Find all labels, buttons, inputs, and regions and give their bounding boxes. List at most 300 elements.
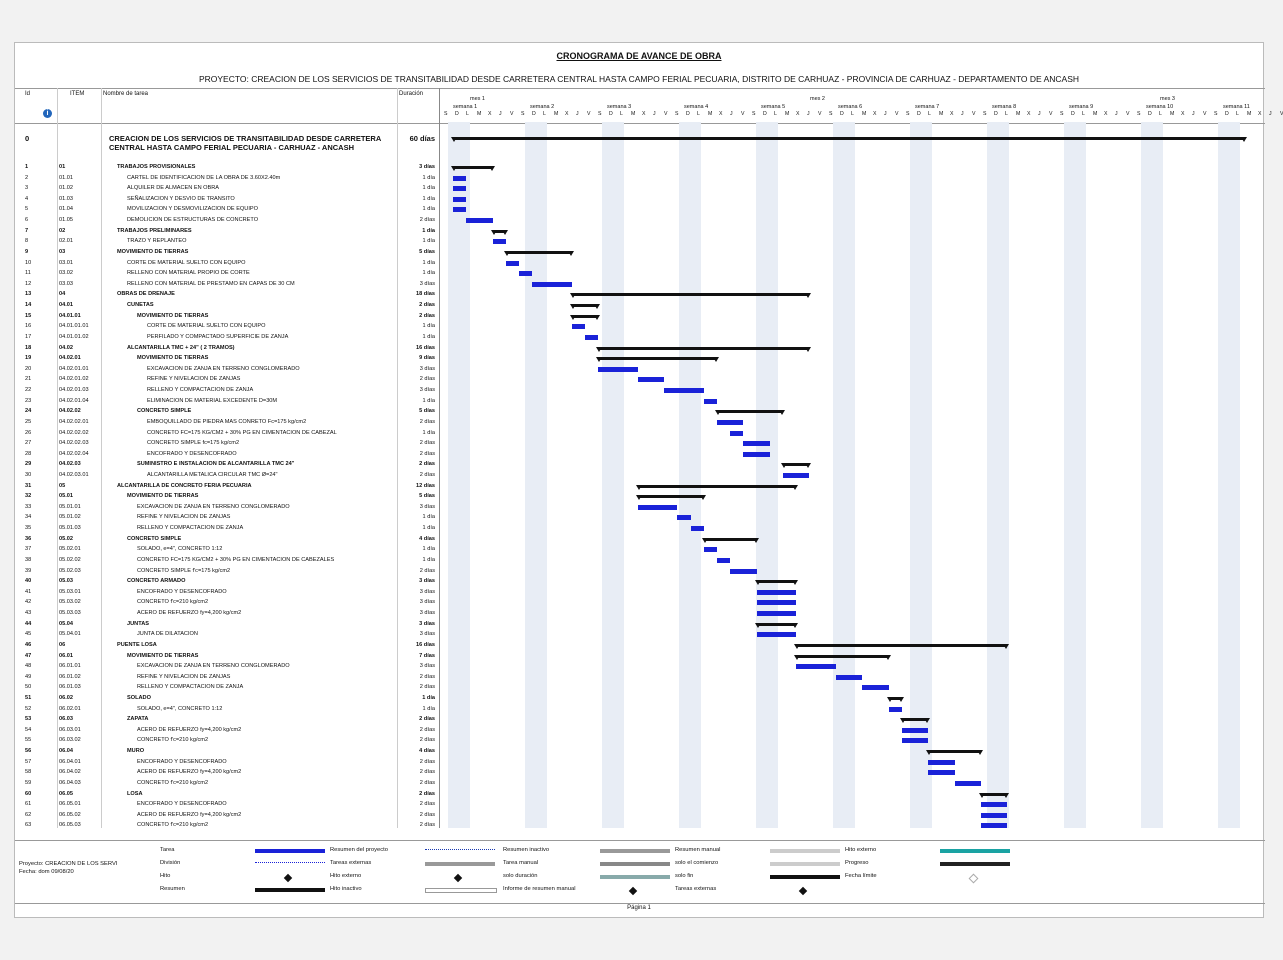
week-label: semana 3 bbox=[607, 104, 632, 110]
table-row[interactable] bbox=[15, 162, 440, 173]
row-item: 06.03.01 bbox=[59, 726, 81, 733]
row-name: CREACION DE LOS SERVICIOS DE TRANSITABILIDAD DESDE CARRETERA CENTRAL HASTA CAMPO FERIAL PECUARIA - CARHUAZ - ANCASH bbox=[109, 134, 381, 152]
day-label: D bbox=[917, 111, 921, 117]
summary-bar[interactable] bbox=[757, 580, 797, 583]
row-name: RELLENO Y COMPACTACION DE ZANJA bbox=[137, 684, 244, 691]
task-bar[interactable] bbox=[572, 324, 585, 329]
row-duration: 3 días bbox=[419, 631, 435, 638]
row-name: SEÑALIZACION Y DESVIO DE TRANSITO bbox=[127, 195, 235, 202]
table-row[interactable] bbox=[15, 428, 440, 439]
table-row[interactable] bbox=[15, 629, 440, 640]
row-id: 43 bbox=[25, 610, 32, 617]
table-row[interactable] bbox=[15, 343, 440, 354]
row-id: 13 bbox=[25, 291, 32, 298]
summary-bar[interactable] bbox=[638, 495, 704, 498]
row-duration: 3 días bbox=[419, 387, 435, 394]
legend-swatch bbox=[284, 874, 292, 882]
summary-bar[interactable] bbox=[928, 750, 981, 753]
task-bar[interactable] bbox=[585, 335, 598, 340]
row-item: 04.01 bbox=[59, 302, 73, 309]
summary-bar[interactable] bbox=[717, 410, 783, 413]
summary-bar[interactable] bbox=[598, 357, 717, 360]
row-duration: 1 día bbox=[422, 429, 435, 436]
task-bar[interactable] bbox=[783, 473, 809, 478]
table-row[interactable] bbox=[15, 820, 440, 831]
task-bar[interactable] bbox=[730, 431, 743, 436]
task-bar[interactable] bbox=[757, 632, 797, 637]
day-label: S bbox=[752, 111, 756, 117]
row-item: 06 bbox=[59, 641, 66, 648]
row-duration: 1 día bbox=[422, 174, 435, 181]
day-label: L bbox=[1082, 111, 1085, 117]
row-duration: 16 días bbox=[416, 641, 435, 648]
row-id: 1 bbox=[25, 164, 29, 170]
row-name: ENCOFRADO Y DESENCOFRADO bbox=[147, 450, 237, 457]
day-label: S bbox=[983, 111, 987, 117]
row-id: 17 bbox=[25, 333, 32, 340]
day-label: S bbox=[829, 111, 833, 117]
table-row[interactable] bbox=[15, 459, 440, 470]
row-name: RELLENO CON MATERIAL DE PRESTAMO EN CAPAS DE 30 CM bbox=[127, 280, 295, 287]
summary-bar[interactable] bbox=[902, 718, 928, 721]
row-duration: 1 día bbox=[422, 525, 435, 532]
row-item: 05.01.03 bbox=[59, 525, 81, 532]
gantt-sheet bbox=[14, 42, 1283, 918]
row-item: 05.04.01 bbox=[59, 631, 81, 638]
summary-bar[interactable] bbox=[704, 538, 757, 541]
task-bar[interactable] bbox=[902, 738, 928, 743]
legend-label: Tareas externas bbox=[330, 860, 372, 866]
summary-bar[interactable] bbox=[572, 293, 810, 296]
row-item: 04.02.02.03 bbox=[59, 440, 89, 447]
row-item: 05.03.03 bbox=[59, 610, 81, 617]
task-bar[interactable] bbox=[796, 664, 836, 669]
row-name: CONCRETO ARMADO bbox=[127, 578, 186, 585]
table-row[interactable] bbox=[15, 406, 440, 417]
row-name: CONCRETO f'c=210 kg/cm2 bbox=[137, 779, 209, 786]
row-id: 32 bbox=[25, 493, 32, 500]
row-name: REFINE Y NIVELACION DE ZANJAS bbox=[147, 376, 241, 383]
row-item: 05.01.01 bbox=[59, 503, 81, 510]
task-bar[interactable] bbox=[928, 760, 954, 765]
row-id: 33 bbox=[25, 503, 32, 510]
row-item: 01.05 bbox=[59, 217, 73, 224]
legend-label: División bbox=[160, 860, 181, 866]
task-bar[interactable] bbox=[638, 505, 678, 510]
legend-swatch bbox=[969, 874, 979, 884]
week-label: semana 1 bbox=[453, 104, 478, 110]
row-name: RELLENO Y COMPACTACION DE ZANJA bbox=[147, 387, 254, 394]
summary-bar[interactable] bbox=[572, 304, 598, 307]
row-name: DEMOLICION DE ESTRUCTURAS DE CONCRETO bbox=[127, 217, 259, 224]
legend-swatch bbox=[255, 849, 325, 853]
row-duration: 2 días bbox=[419, 769, 435, 776]
row-item: 06.03.02 bbox=[59, 737, 81, 744]
legend-swatch bbox=[425, 862, 495, 866]
row-item: 01.04 bbox=[59, 206, 73, 213]
day-label: L bbox=[1005, 111, 1008, 117]
day-label: J bbox=[1192, 111, 1195, 117]
table-row[interactable] bbox=[15, 693, 440, 704]
row-id: 8 bbox=[25, 238, 29, 245]
row-name: ACERO DE REFUERZO fy=4,200 kg/cm2 bbox=[137, 769, 242, 776]
row-item: 03.01 bbox=[59, 259, 73, 266]
row-name: ACERO DE REFUERZO fy=4,200 kg/cm2 bbox=[137, 811, 242, 818]
summary-bar[interactable] bbox=[506, 251, 572, 254]
task-bar[interactable] bbox=[704, 399, 717, 404]
row-name: MOVIMIENTO DE TIERRAS bbox=[137, 355, 209, 362]
task-bar[interactable] bbox=[453, 176, 466, 181]
table-row[interactable] bbox=[15, 799, 440, 810]
legend-label: Tarea manual bbox=[503, 860, 539, 866]
day-label: L bbox=[774, 111, 777, 117]
legend-label: Fecha límite bbox=[845, 873, 877, 879]
day-label: L bbox=[620, 111, 623, 117]
row-duration: 3 días bbox=[419, 599, 435, 606]
summary-bar[interactable] bbox=[638, 485, 796, 488]
table-row[interactable] bbox=[15, 470, 440, 481]
month-label: mes 1 bbox=[470, 96, 485, 102]
row-id: 54 bbox=[25, 726, 32, 733]
row-name: CORTE DE MATERIAL SUELTO CON EQUIPO bbox=[147, 323, 266, 330]
table-row[interactable] bbox=[15, 438, 440, 449]
table-row[interactable] bbox=[15, 587, 440, 598]
row-item: 04.01.01.02 bbox=[59, 333, 89, 340]
task-bar[interactable] bbox=[743, 441, 769, 446]
legend-label: solo el comienzo bbox=[675, 860, 719, 866]
legend-label: Hito externo bbox=[330, 873, 362, 879]
row-item: 01 bbox=[59, 164, 66, 170]
task-bar[interactable] bbox=[677, 515, 690, 520]
task-bar[interactable] bbox=[902, 728, 928, 733]
row-duration: 1 día bbox=[422, 227, 435, 234]
table-row[interactable] bbox=[15, 311, 440, 322]
legend-swatch bbox=[940, 849, 1010, 853]
day-label: X bbox=[873, 111, 877, 117]
day-label: X bbox=[1181, 111, 1185, 117]
table-row[interactable] bbox=[15, 173, 440, 184]
project-subtitle: PROYECTO: CREACION DE LOS SERVICIOS DE TRANSITABILIDAD DESDE CARRETERA CENTRAL HASTA CAMPO FERIAL PECUARIA, DISTRITO DE CARHUAZ - PROVINCIA DE CARHUAZ - DEPARTAMENTO DE ANCASH bbox=[198, 74, 1080, 84]
day-label: V bbox=[818, 111, 822, 117]
task-bar[interactable] bbox=[691, 526, 704, 531]
table-row[interactable] bbox=[15, 215, 440, 226]
day-label: X bbox=[1027, 111, 1031, 117]
task-bar[interactable] bbox=[704, 547, 717, 552]
day-label: M bbox=[631, 111, 636, 117]
table-row[interactable] bbox=[15, 258, 440, 269]
week-label: semana 5 bbox=[761, 104, 786, 110]
task-bar[interactable] bbox=[981, 823, 1007, 828]
row-item: 06.05.01 bbox=[59, 801, 81, 808]
table-row[interactable] bbox=[15, 332, 440, 343]
day-label: J bbox=[884, 111, 887, 117]
table-row[interactable] bbox=[15, 608, 440, 619]
row-item: 04.02.02.02 bbox=[59, 429, 89, 436]
table-row[interactable] bbox=[15, 523, 440, 534]
day-label: J bbox=[499, 111, 502, 117]
row-name: MOVIMIENTO DE TIERRAS bbox=[117, 248, 189, 255]
table-row[interactable] bbox=[15, 512, 440, 523]
row-duration: 2 días bbox=[419, 758, 435, 765]
row-name: ZAPATA bbox=[127, 716, 149, 723]
row-duration: 9 días bbox=[419, 355, 435, 362]
row-id: 9 bbox=[25, 248, 29, 255]
row-item: 04.02.01.03 bbox=[59, 387, 89, 394]
row-duration: 2 días bbox=[419, 801, 435, 808]
summary-bar[interactable] bbox=[453, 137, 1245, 140]
table-row[interactable] bbox=[15, 544, 440, 555]
task-bar[interactable] bbox=[836, 675, 862, 680]
table-row[interactable] bbox=[15, 534, 440, 545]
table-row[interactable] bbox=[15, 226, 440, 237]
row-id: 7 bbox=[25, 227, 29, 234]
table-row[interactable] bbox=[15, 619, 440, 630]
day-label: V bbox=[587, 111, 591, 117]
header-name: Nombre de tarea bbox=[103, 91, 149, 97]
table-row[interactable] bbox=[15, 364, 440, 375]
table-row[interactable] bbox=[15, 374, 440, 385]
row-name: CONCRETO f'c=210 kg/cm2 bbox=[137, 737, 209, 744]
task-bar[interactable] bbox=[638, 377, 664, 382]
week-label: semana 11 bbox=[1223, 104, 1250, 110]
row-name: EXCAVACION DE ZANJA EN TERRENO CONGLOMERADO bbox=[137, 503, 290, 510]
legend-swatch bbox=[600, 862, 670, 866]
task-bar[interactable] bbox=[757, 600, 797, 605]
row-name: ALCANTARILLA DE CONCRETO FERIA PECUARIA bbox=[117, 482, 252, 489]
task-bar[interactable] bbox=[928, 770, 954, 775]
table-row[interactable] bbox=[15, 236, 440, 247]
table-row[interactable] bbox=[15, 385, 440, 396]
row-name: JUNTA DE DILATACION bbox=[137, 631, 198, 638]
day-label: X bbox=[950, 111, 954, 117]
row-duration: 1 día bbox=[422, 705, 435, 712]
day-label: L bbox=[697, 111, 700, 117]
table-row[interactable] bbox=[15, 353, 440, 364]
row-duration: 2 días bbox=[419, 726, 435, 733]
summary-bar[interactable] bbox=[783, 463, 809, 466]
table-row[interactable] bbox=[15, 417, 440, 428]
row-name: ALQUILER DE ALMACEN EN OBRA bbox=[127, 185, 220, 192]
row-duration: 60 días bbox=[409, 134, 435, 143]
table-row[interactable] bbox=[15, 640, 440, 651]
row-id: 49 bbox=[25, 673, 32, 680]
row-name: ALCANTARILLA METALICA CIRCULAR TMC Ø=24" bbox=[147, 471, 278, 478]
task-bar[interactable] bbox=[453, 207, 466, 212]
row-name: CONCRETO FC=175 KG/CM2 + 30% PG EN CIMENTACION DE CABEZALES bbox=[137, 556, 335, 563]
row-id: 28 bbox=[25, 450, 32, 457]
task-bar[interactable] bbox=[730, 569, 756, 574]
row-item: 05.03.01 bbox=[59, 588, 81, 595]
task-bar[interactable] bbox=[889, 707, 902, 712]
summary-bar[interactable] bbox=[757, 623, 797, 626]
table-row[interactable] bbox=[15, 300, 440, 311]
day-label: J bbox=[576, 111, 579, 117]
day-label: S bbox=[1137, 111, 1141, 117]
day-label: L bbox=[928, 111, 931, 117]
table-row[interactable] bbox=[15, 132, 440, 162]
table-row[interactable] bbox=[15, 555, 440, 566]
row-id: 22 bbox=[25, 387, 32, 394]
task-bar[interactable] bbox=[757, 611, 797, 616]
row-item: 05.04 bbox=[59, 620, 73, 627]
table-row[interactable] bbox=[15, 247, 440, 258]
legend-swatch bbox=[600, 875, 670, 879]
task-bar[interactable] bbox=[664, 388, 704, 393]
table-row[interactable] bbox=[15, 576, 440, 587]
day-label: D bbox=[1071, 111, 1075, 117]
row-item: 06.01 bbox=[59, 652, 73, 659]
weekend-shade bbox=[1218, 122, 1240, 828]
legend-label: Resumen del proyecto bbox=[330, 847, 388, 853]
row-duration: 2 días bbox=[419, 716, 435, 723]
table-row[interactable] bbox=[15, 204, 440, 215]
row-item: 04.02.01 bbox=[59, 355, 81, 362]
row-id: 47 bbox=[25, 652, 32, 659]
table-row[interactable] bbox=[15, 789, 440, 800]
table-row[interactable] bbox=[15, 757, 440, 768]
row-name: MOVIMIENTO DE TIERRAS bbox=[137, 312, 209, 319]
task-bar[interactable] bbox=[453, 197, 466, 202]
legend-swatch bbox=[600, 849, 670, 853]
table-row[interactable] bbox=[15, 396, 440, 407]
summary-bar[interactable] bbox=[598, 347, 809, 350]
summary-bar[interactable] bbox=[889, 697, 902, 700]
row-duration: 1 día bbox=[422, 556, 435, 563]
task-bar[interactable] bbox=[598, 367, 638, 372]
row-item: 04.01.01.01 bbox=[59, 323, 89, 330]
legend-swatch bbox=[425, 888, 497, 893]
summary-bar[interactable] bbox=[493, 230, 506, 233]
row-item: 02 bbox=[59, 227, 66, 234]
task-bar[interactable] bbox=[717, 558, 730, 563]
row-duration: 2 días bbox=[419, 567, 435, 574]
day-label: X bbox=[1104, 111, 1108, 117]
table-row[interactable] bbox=[15, 704, 440, 715]
row-item: 04.02 bbox=[59, 344, 73, 351]
row-duration: 1 día bbox=[422, 695, 435, 701]
task-bar[interactable] bbox=[506, 261, 519, 266]
task-bar[interactable] bbox=[519, 271, 532, 276]
table-row[interactable] bbox=[15, 279, 440, 290]
table-row[interactable] bbox=[15, 651, 440, 662]
table-row[interactable] bbox=[15, 810, 440, 821]
task-bar[interactable] bbox=[453, 186, 466, 191]
task-bar[interactable] bbox=[743, 452, 769, 457]
row-duration: 18 días bbox=[416, 291, 435, 298]
legend-swatch bbox=[454, 874, 462, 882]
row-duration: 3 días bbox=[419, 503, 435, 510]
row-duration: 1 día bbox=[422, 323, 435, 330]
row-id: 58 bbox=[25, 769, 32, 776]
table-row[interactable] bbox=[15, 194, 440, 205]
row-id: 51 bbox=[25, 695, 32, 701]
row-id: 36 bbox=[25, 535, 32, 542]
day-label: S bbox=[906, 111, 910, 117]
table-row[interactable] bbox=[15, 321, 440, 332]
table-row[interactable] bbox=[15, 725, 440, 736]
table-row[interactable] bbox=[15, 778, 440, 789]
row-name: OBRAS DE DRENAJE bbox=[117, 291, 175, 298]
day-label: S bbox=[1060, 111, 1064, 117]
row-id: 24 bbox=[25, 408, 32, 415]
day-label: S bbox=[521, 111, 525, 117]
row-duration: 3 días bbox=[419, 280, 435, 287]
table-row[interactable] bbox=[15, 767, 440, 778]
task-bar[interactable] bbox=[493, 239, 506, 244]
week-label: semana 4 bbox=[684, 104, 709, 110]
legend-swatch bbox=[770, 849, 840, 853]
row-id: 41 bbox=[25, 588, 32, 595]
table-row[interactable] bbox=[15, 449, 440, 460]
row-duration: 3 días bbox=[419, 578, 435, 585]
legend-label: solo duración bbox=[503, 873, 538, 879]
summary-bar[interactable] bbox=[572, 315, 598, 318]
day-label: D bbox=[609, 111, 613, 117]
row-id: 38 bbox=[25, 556, 32, 563]
table-row[interactable] bbox=[15, 268, 440, 279]
table-row[interactable] bbox=[15, 481, 440, 492]
task-bar[interactable] bbox=[757, 590, 797, 595]
task-bar[interactable] bbox=[717, 420, 743, 425]
table-row[interactable] bbox=[15, 672, 440, 683]
summary-bar[interactable] bbox=[796, 655, 888, 658]
row-duration: 5 días bbox=[419, 493, 435, 500]
day-label: V bbox=[1280, 111, 1283, 117]
task-bar[interactable] bbox=[862, 685, 888, 690]
row-name: CONCRETO SIMPLE bbox=[137, 408, 192, 415]
row-id: 62 bbox=[25, 811, 32, 818]
task-bar[interactable] bbox=[532, 282, 572, 287]
task-bar[interactable] bbox=[981, 802, 1007, 807]
row-id: 25 bbox=[25, 418, 32, 425]
weekend-shade bbox=[1064, 122, 1086, 828]
table-row[interactable] bbox=[15, 661, 440, 672]
table-row[interactable] bbox=[15, 491, 440, 502]
row-name: TRAZO Y REPLANTEO bbox=[127, 238, 187, 245]
table-row[interactable] bbox=[15, 746, 440, 757]
table-row[interactable] bbox=[15, 682, 440, 693]
summary-bar[interactable] bbox=[453, 166, 493, 169]
row-item: 06.02 bbox=[59, 695, 73, 701]
table-row[interactable] bbox=[15, 597, 440, 608]
row-item: 06.01.01 bbox=[59, 663, 81, 670]
day-label: D bbox=[686, 111, 690, 117]
task-bar[interactable] bbox=[955, 781, 981, 786]
table-row[interactable] bbox=[15, 183, 440, 194]
row-id: 37 bbox=[25, 546, 32, 553]
day-label: L bbox=[851, 111, 854, 117]
summary-bar[interactable] bbox=[796, 644, 1007, 647]
row-name: CORTE DE MATERIAL SUELTO CON EQUIPO bbox=[127, 259, 246, 266]
task-bar[interactable] bbox=[981, 813, 1007, 818]
row-item: 05 bbox=[59, 482, 66, 489]
row-duration: 2 días bbox=[419, 822, 435, 829]
table-row[interactable] bbox=[15, 289, 440, 300]
legend-swatch bbox=[425, 849, 495, 850]
table-row[interactable] bbox=[15, 502, 440, 513]
row-duration: 1 día bbox=[422, 397, 435, 404]
table-row[interactable] bbox=[15, 566, 440, 577]
row-item: 02.01 bbox=[59, 238, 73, 245]
task-bar[interactable] bbox=[466, 218, 492, 223]
row-id: 23 bbox=[25, 397, 32, 404]
table-row[interactable] bbox=[15, 735, 440, 746]
row-duration: 2 días bbox=[419, 811, 435, 818]
row-duration: 5 días bbox=[419, 408, 435, 415]
table-row[interactable] bbox=[15, 714, 440, 725]
summary-bar[interactable] bbox=[981, 793, 1007, 796]
row-name: MOVIMIENTO DE TIERRAS bbox=[127, 493, 199, 500]
